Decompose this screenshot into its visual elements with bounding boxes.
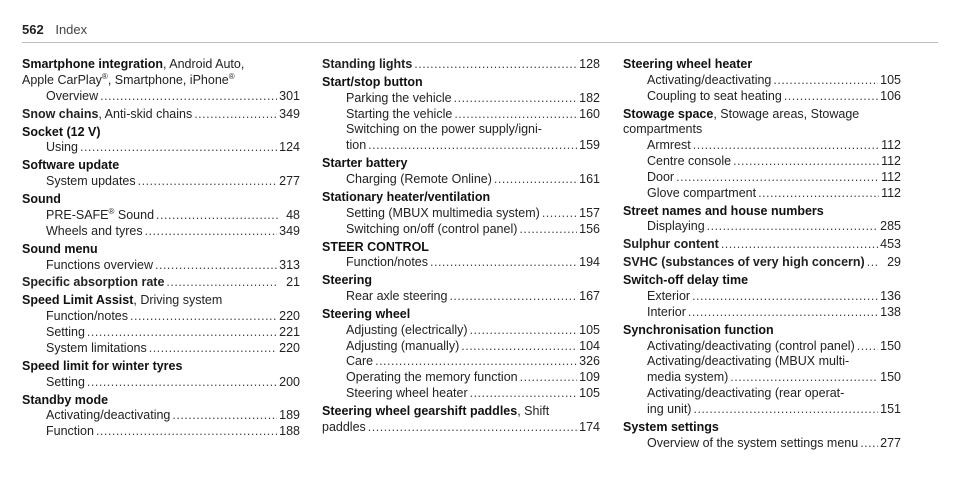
dot-leader [867,255,879,271]
entry-heading-row [623,237,901,253]
index-entry [22,57,300,104]
sub-entry-text: Adjusting (electrically) [346,322,468,337]
dot-leader [721,237,878,253]
page-ref[interactable]: 48 [286,207,300,222]
dot-leader [430,255,577,271]
registered-mark: ® [228,71,235,81]
index-entry [22,393,300,440]
heading-tail: , Stowage areas, Stowage [713,106,860,121]
leader-row [623,219,901,235]
page-ref[interactable]: 174 [579,419,600,434]
entry-heading [322,75,600,91]
heading-term[interactable]: Socket (12 V) [22,124,101,139]
heading-term[interactable]: System settings [623,419,719,434]
leader-row [623,154,901,170]
heading-tail: , Anti-skid chains [98,106,193,121]
page-ref[interactable]: 189 [279,408,300,423]
dot-leader [733,154,879,170]
sub-entry-text: Starting the vehicle [346,106,453,121]
page-ref[interactable]: 21 [286,275,300,290]
dot-leader [166,275,278,291]
index-entry [322,57,600,73]
index-entry [623,107,901,202]
index-entry [322,190,600,237]
sub-entry-text: Exterior [647,289,691,304]
sub-entry-text: Switching on the power supply/igni- [346,122,542,137]
heading-continuation: Apple CarPlay®, Smartphone, iPhone® [22,71,235,87]
sub-entry-continuation: tion [346,138,367,153]
leader-row [22,424,300,440]
heading-term[interactable]: Start/stop button [322,74,423,89]
dot-leader [145,224,278,240]
heading-term[interactable]: Sound [22,192,61,207]
sub-entry-text: Function [46,424,94,439]
leader-row [623,402,901,418]
entry-heading-row [22,107,300,123]
sub-entry-text: Operating the memory function [346,370,518,385]
dot-leader [542,206,577,222]
page-ref[interactable]: 313 [279,257,300,272]
page-ref[interactable]: 105 [880,72,901,87]
dot-leader [707,219,878,235]
entry-heading [22,57,300,73]
index-entry [22,275,300,291]
dot-leader [860,436,878,452]
leader-row [22,174,300,190]
dot-leader [520,370,578,386]
index-entry [22,158,300,190]
leader-row [322,386,600,402]
page-ref[interactable]: 167 [579,289,600,304]
leader-row [623,305,901,321]
leader-row [22,258,300,274]
index-entry [623,57,901,104]
leader-row [22,140,300,156]
sub-entry-text: Interior [647,304,686,319]
entry-heading [623,323,901,339]
sub-entry-continuation: media system) [647,370,729,385]
index-entry [22,107,300,123]
page-ref[interactable]: 159 [579,138,600,153]
dot-leader [494,172,577,188]
dot-leader [375,354,577,370]
leader-row [22,325,300,341]
leader-row [623,289,901,305]
sub-entry-text: Activating/deactivating (rear operat- [647,386,845,401]
leader-row [623,436,901,452]
sub-entry-text: Setting [46,374,85,389]
page-ref[interactable]: 29 [887,255,901,270]
heading-term[interactable]: SVHC (substances of very high concern) [623,255,865,270]
dot-leader [693,138,879,154]
entry-heading [322,307,600,323]
sub-entry-text: Activating/deactivating [46,408,171,423]
leader-row [22,208,300,224]
heading-term[interactable]: Street names and house numbers [623,203,824,218]
page-ref[interactable]: 138 [880,304,901,319]
entry-heading [623,420,901,436]
heading-term[interactable]: Snow chains [22,106,99,121]
dot-leader [87,375,277,391]
entry-heading [322,240,600,256]
dot-leader [470,323,578,339]
entry-heading [623,107,901,123]
index-entry [22,125,300,157]
index-entry [623,237,901,253]
sub-entry-text: Setting [46,325,85,340]
page-ref[interactable]: 161 [579,171,600,186]
page-ref[interactable]: 106 [880,88,901,103]
leader-row [623,138,901,154]
heading-term[interactable]: Speed limit for winter tyres [22,358,183,373]
leader-row [322,222,600,238]
index-entry [623,420,901,452]
dot-leader [414,57,577,73]
index-entry [322,307,600,402]
leader-row [322,323,600,339]
sub-entry-continuation: ing unit) [647,401,692,416]
page-ref[interactable]: 157 [579,205,600,220]
sub-entry-text: Rear axle steering [346,289,448,304]
registered-mark: ® [101,71,108,81]
sub-entry-text: System limitations [46,340,147,355]
dot-leader [149,341,277,357]
leader-row [322,206,600,222]
dot-leader [87,325,277,341]
sub-entry-text: Charging (Remote Online) [346,171,492,186]
page-ref[interactable]: 200 [279,374,300,389]
index-entry [322,404,600,436]
entry-heading [322,273,600,289]
dot-leader [194,107,277,123]
page-ref[interactable]: 150 [880,338,901,353]
heading-tail: , Shift [517,404,550,419]
leader-row [22,309,300,325]
dot-leader [470,386,578,402]
sub-entry-text: Setting (MBUX multimedia system) [346,205,540,220]
heading-term[interactable]: Standing lights [322,57,413,71]
sub-entry-text: Centre console [647,153,732,168]
entry-heading [322,404,600,420]
index-column-1 [22,57,300,442]
index-entry [623,255,901,271]
page-ref[interactable]: 109 [579,370,600,385]
sub-entry-text: Door [647,169,675,184]
leader-row [22,224,300,240]
dot-leader [758,186,879,202]
entry-heading [322,57,412,73]
page-number: 562 [22,22,44,37]
heading-tail: , Android Auto, [162,57,245,71]
dot-leader [172,408,277,424]
page-ref[interactable]: 160 [579,106,600,121]
dot-leader [773,73,878,89]
leader-row [623,89,901,105]
leader-row [22,408,300,424]
heading-term[interactable]: STEER CONTROL [322,239,429,254]
heading-term[interactable]: Switch-off delay time [623,273,749,288]
index-entry [22,242,300,274]
heading-term[interactable]: Stowage space [623,106,714,121]
entry-heading [623,273,901,289]
sub-entry-text: Function/notes [346,255,428,270]
page-ref[interactable]: 194 [579,255,600,270]
page-ref[interactable]: 112 [881,153,901,168]
sub-entry-text: Adjusting (manually) [346,338,460,353]
leader-row [623,370,901,386]
dot-leader [454,107,577,123]
entry-heading-row [22,275,300,291]
sub-entry-text: Functions overview [46,257,153,272]
page-ref[interactable]: 105 [579,322,600,337]
entry-heading-row [322,57,600,73]
heading-term[interactable]: Standby mode [22,392,109,407]
index-entry [322,156,600,188]
sub-entry-text: Using [46,140,78,155]
page-ref[interactable]: 112 [881,185,901,200]
dot-leader [138,174,278,190]
page-ref[interactable]: 326 [579,354,600,369]
index-entry [623,323,901,418]
page-ref[interactable]: 220 [279,340,300,355]
leader-row [623,170,901,186]
heading-term[interactable]: Synchronisation function [623,322,774,337]
page-ref[interactable]: 285 [880,219,901,234]
index-entry [22,359,300,391]
index-column-3 [623,57,901,454]
dot-leader [857,339,878,355]
heading-term[interactable]: Steering wheel heater [623,57,753,71]
page-ref[interactable]: 182 [579,90,600,105]
entry-heading [623,204,901,220]
entry-heading-row [623,255,901,271]
page-ref[interactable]: 105 [579,386,600,401]
dot-leader [688,305,878,321]
page-ref[interactable]: 151 [880,401,901,416]
page-ref[interactable]: 136 [880,289,901,304]
entry-heading [22,192,300,208]
page-ref[interactable]: 277 [279,174,300,189]
dot-leader [130,309,277,325]
entry-heading [322,190,600,206]
entry-heading [22,125,300,141]
leader-row [22,375,300,391]
page-ref[interactable]: 112 [881,169,901,184]
dot-leader [449,289,577,305]
leader-row [322,255,600,271]
sub-entry-text: Coupling to seat heating [647,88,782,103]
heading-term[interactable]: Steering wheel [322,307,411,322]
heading-term[interactable]: Starter battery [322,156,408,171]
page-ref[interactable]: 112 [881,138,901,153]
dot-leader [454,91,578,107]
heading-term[interactable]: Software update [22,158,120,173]
leader-row [322,138,600,154]
leader-row [322,91,600,107]
sub-entry-text: Activating/deactivating (control panel) [647,338,855,353]
sub-entry-text: Switching on/off (control panel) [346,221,518,236]
leader-row [322,107,600,123]
page-ref[interactable]: 156 [579,221,600,236]
entry-heading [623,57,901,73]
dot-leader [368,420,577,436]
dot-leader [461,339,577,355]
heading-continuation: paddles [322,419,366,434]
leader-row [623,186,901,202]
heading-continuation: compartments [623,122,703,137]
dot-leader [519,222,577,238]
entry-heading [22,107,192,123]
section-title: Index [55,22,88,37]
entry-heading [623,237,719,253]
sub-entry-text: Function/notes [46,309,128,324]
page-ref[interactable]: 301 [279,88,300,103]
index-entry [322,75,600,154]
dot-leader [676,170,879,186]
leader-row [322,172,600,188]
page-ref[interactable]: 221 [279,325,300,340]
sub-entry-text: Armrest [647,138,691,153]
entry-heading [322,156,600,172]
dot-leader [155,258,277,274]
index-entry [623,204,901,236]
leader-row [322,370,600,386]
dot-leader [693,402,878,418]
sub-entry-text: Parking the vehicle [346,90,452,105]
leader-row [322,339,600,355]
leader-row [22,341,300,357]
entry-heading [22,359,300,375]
heading-term[interactable]: Steering wheel gearshift paddles [322,404,518,419]
index-entry [22,192,300,239]
page-ref[interactable]: 349 [279,106,300,121]
page-ref[interactable]: 220 [279,309,300,324]
dot-leader [692,289,878,305]
heading-tail: , Driving system [133,293,223,308]
heading-term[interactable]: Speed Limit Assist [22,293,134,308]
page-ref[interactable]: 188 [279,424,300,439]
entry-heading [22,242,300,258]
index-entry [322,273,600,305]
entry-heading [22,293,300,309]
page-ref[interactable]: 277 [880,435,901,450]
dot-leader [730,370,878,386]
sub-entry-text: Overview of the system settings menu [647,435,859,450]
dot-leader [156,208,278,224]
page-ref[interactable]: 150 [880,370,901,385]
sub-entry-text: Overview [46,88,99,103]
entry-heading [22,158,300,174]
dot-leader [368,138,577,154]
leader-row [623,73,901,89]
entry-heading [623,255,865,271]
index-entry [623,273,901,320]
heading-term[interactable]: Smartphone integration [22,57,163,71]
sub-entry-text: Glove compartment [647,185,757,200]
leader-row [322,289,600,305]
heading-term[interactable]: Specific absorption rate [22,275,165,290]
index-entry [322,240,600,272]
registered-mark: ® [108,206,115,216]
dot-leader [96,424,277,440]
sub-entry-text: Displaying [647,219,705,234]
heading-term[interactable]: Steering [322,273,373,288]
dot-leader [100,89,277,105]
index-entry [22,293,300,356]
header-rule [22,42,938,43]
entry-heading [22,393,300,409]
entry-heading [22,275,164,291]
heading-term[interactable]: Stationary heater/ventilation [322,189,491,204]
page-ref[interactable]: 128 [579,57,600,71]
dot-leader [784,89,878,105]
page-ref[interactable]: 349 [279,223,300,238]
leader-row [22,89,300,105]
page-ref[interactable]: 104 [579,338,600,353]
sub-entry-text: Care [346,354,374,369]
heading-term[interactable]: Sulphur content [623,237,719,252]
sub-entry-text: Activating/deactivating (MBUX multi- [647,354,850,369]
sub-entry-text: System updates [46,174,136,189]
sub-entry-text: Steering wheel heater [346,386,468,401]
leader-row [322,420,600,436]
sub-entry-text: Wheels and tyres [46,223,143,238]
sub-entry-text: Activating/deactivating [647,72,772,87]
sub-entry-text: PRE-SAFE® Sound [46,206,155,222]
dot-leader [80,140,277,156]
leader-row [322,354,600,370]
index-column-2 [322,57,600,438]
leader-row [623,339,901,355]
running-head [22,22,87,37]
page-ref[interactable]: 124 [279,140,300,155]
heading-term[interactable]: Sound menu [22,241,98,256]
page-ref[interactable]: 453 [880,237,901,252]
